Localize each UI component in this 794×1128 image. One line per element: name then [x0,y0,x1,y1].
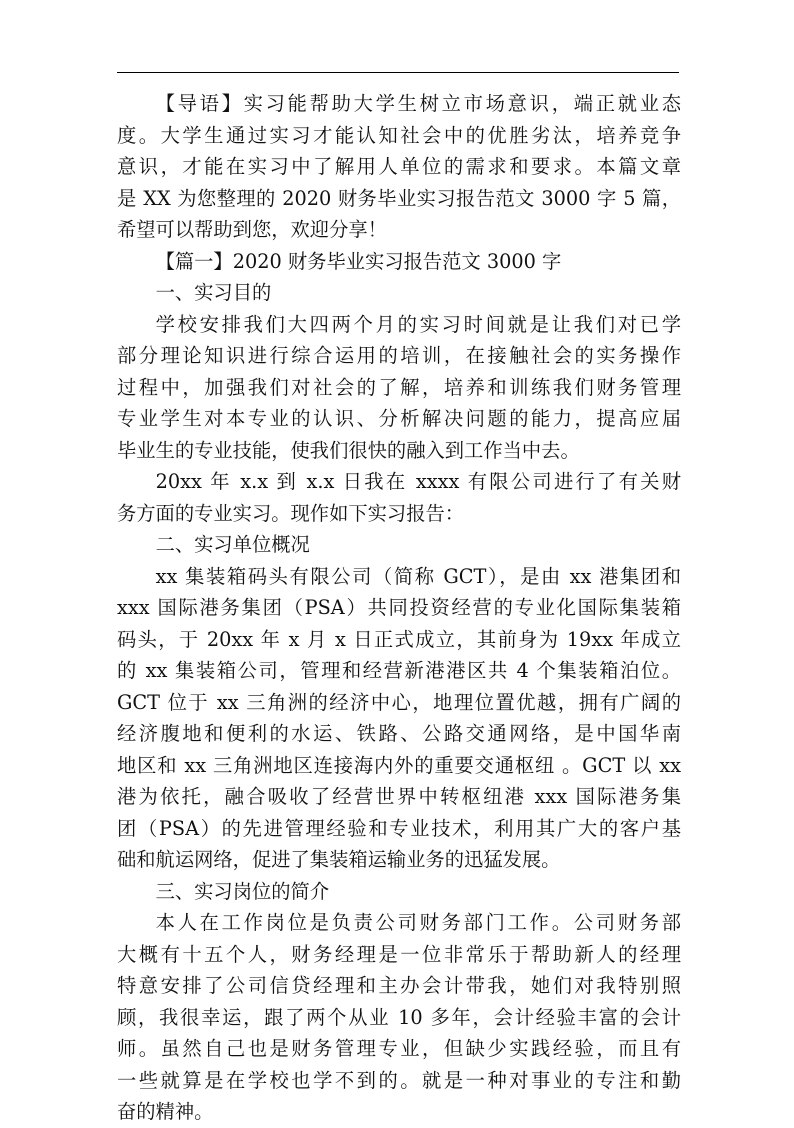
body-paragraph [117,907,681,1128]
text-line: 一些就算是在学校也学不到的。就是一种对事业的专注和勤 [117,1068,681,1092]
text-line: GCT 位于 xx 三角洲的经济中心，地理位置优越，拥有广阔的 [117,690,681,714]
text-line: 地区和 xx 三角洲地区连接海内外的重要交通枢纽 。GCT 以 xx [117,753,681,777]
section-heading: 一、实习目的 [155,281,272,304]
text-line: 港为依托，融合吸收了经营世界中转枢纽港 xxx 国际港务集 [117,785,681,808]
text-line: 毕业生的专业技能，使我们很快的融入到工作当中去。 [117,438,580,462]
section-heading: 三、实习岗位的简介 [155,879,330,903]
header-rule [117,72,679,73]
text-line: 希望可以帮助到您，欢迎分享！ [117,218,387,241]
text-line: 经济腹地和便利的水运、铁路、公路交通网络，是中国华南 [117,722,681,745]
text-line: 20xx 年 x.x 到 x.x 日我在 xxxx 有限公司进行了有关财 [155,470,681,493]
text-line: 团（PSA）的先进管理经验和专业技术，利用其广大的客户基 [117,816,681,840]
text-line: 意识，才能在实习中了解用人单位的需求和要求。本篇文章 [117,155,681,178]
text-line: 学校安排我们大四两个月的实习时间就是让我们对已学 [155,312,681,336]
text-line: 码头，于 20xx 年 x 月 x 日正式成立，其前身为 19xx 年成立 [117,627,681,651]
text-line: xxx 国际港务集团（PSA）共同投资经营的专业化国际集装箱 [117,596,681,619]
section-heading: 二、实习单位概况 [155,533,310,556]
text-line: 【导语】实习能帮助大学生树立市场意识，端正就业态 [155,92,681,115]
text-line: 奋的精神。 [117,1100,214,1123]
article-title: 【篇一】2020 财务毕业实习报告范文 3000 字 [155,249,562,273]
text-line: 特意安排了公司信贷经理和主办会计带我，她们对我特别照 [117,974,681,997]
text-line: 专业学生对本专业的认识、分析解决问题的能力，提高应届 [117,407,681,430]
text-line: 的 xx 集装箱公司，管理和经营新港港区共 4 个集装箱泊位。 [117,659,681,682]
text-line: 度。大学生通过实习才能认知社会中的优胜劣汰，培养竞争 [117,123,681,147]
text-line: 务方面的专业实习。现作如下实习报告： [117,501,465,525]
text-line: 本人在工作岗位是负责公司财务部门工作。公司财务部 [155,911,681,934]
text-line: 是 XX 为您整理的 2020 财务毕业实习报告范文 3000 字 5 篇， [117,186,681,210]
text-line: 顾，我很幸运，跟了两个从业 10 多年，会计经验丰富的会计 [117,1005,681,1029]
text-line: 师。虽然自己也是财务管理专业，但缺少实践经验，而且有 [117,1037,681,1060]
body-paragraph [117,466,681,529]
intro-paragraph [117,88,681,246]
text-line: 过程中，加强我们对社会的了解，培养和训练我们财务管理 [117,375,681,399]
body-paragraph [117,309,681,467]
document-body [117,88,681,1128]
text-line: 大概有十五个人，财务经理是一位非常乐于帮助新人的经理 [117,942,681,966]
text-line: 部分理论知识进行综合运用的培训，在接触社会的实务操作 [117,344,681,367]
body-paragraph [117,561,681,876]
text-line: 础和航运网络，促进了集装箱运输业务的迅猛发展。 [117,848,561,871]
text-line: xx 集装箱码头有限公司（简称 GCT），是由 xx 港集团和 [155,564,681,588]
